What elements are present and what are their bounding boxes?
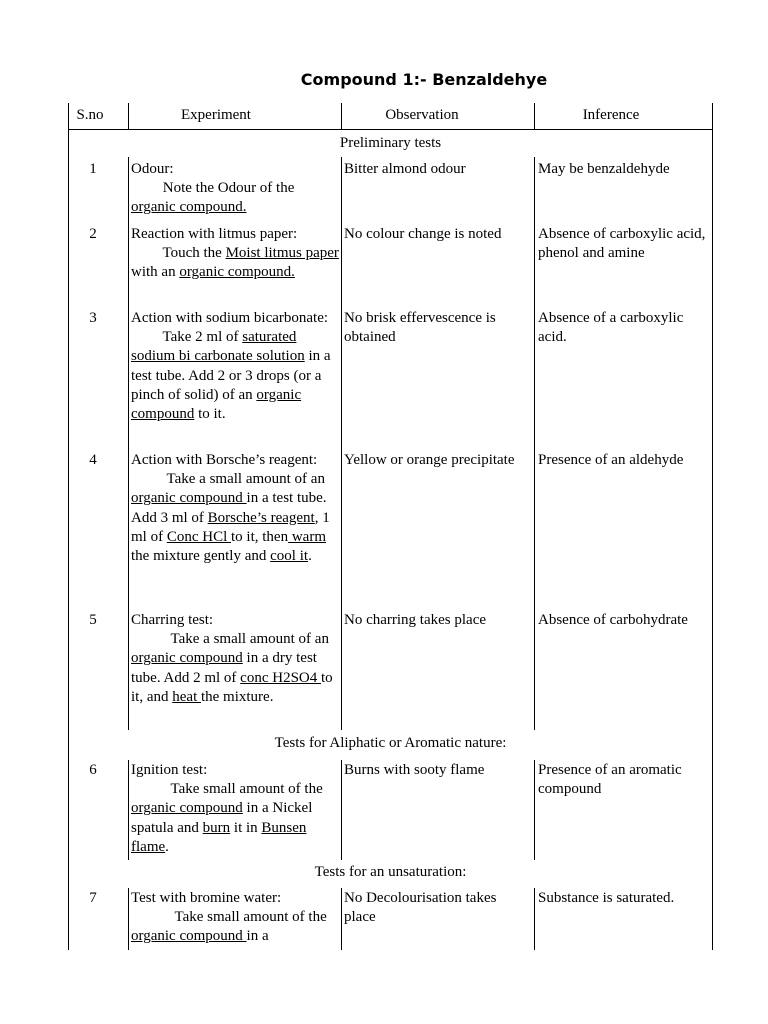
experiment-text: Take small amount of the xyxy=(171,909,327,926)
column-divider xyxy=(128,157,129,730)
experiment-title: Reaction with litmus paper: xyxy=(131,226,298,242)
experiment-text: in a xyxy=(246,928,269,945)
observation-cell: Yellow or orange precipitate xyxy=(344,452,515,468)
experiment-title: Test with bromine water: xyxy=(131,890,282,906)
experiment-text: to it, and xyxy=(131,669,333,705)
inference-cell: Absence of carbohydrate xyxy=(538,612,688,628)
underlined-text: conc H2SO4 xyxy=(240,669,321,686)
experiment-cell xyxy=(131,309,341,424)
observation-cell: No brisk effervescence is obtained xyxy=(344,310,496,346)
experiment-text: the mixture gently and xyxy=(131,548,271,565)
experiment-text: Take 2 ml of xyxy=(159,329,243,346)
section-unsaturation: Tests for an unsaturation: xyxy=(314,864,467,880)
observation-cell: No colour change is noted xyxy=(344,226,502,242)
experiment-title: Odour: xyxy=(131,161,174,177)
underlined-text: warm xyxy=(288,528,326,545)
underlined-text: organic compound xyxy=(131,490,247,507)
underlined-text: organic compound xyxy=(131,386,302,423)
underlined-text: Conc HCl xyxy=(166,528,232,545)
observation-cell: No charring takes place xyxy=(344,612,487,628)
column-divider xyxy=(128,760,129,860)
experiment-text: Take a small amount of an xyxy=(167,631,329,648)
column-divider xyxy=(341,157,342,730)
experiment-text: in a test tube. Add 2 or 3 drops (or a pinch of solid) of an xyxy=(131,348,331,403)
experiment-text: Touch the xyxy=(159,245,226,262)
row-number: 6 xyxy=(89,762,97,778)
experiment-text: , 1 ml of xyxy=(131,509,330,545)
experiment-text: Take a small amount of an xyxy=(163,471,325,488)
document-title: Compound 1:- Benzaldehye xyxy=(300,70,548,89)
experiment-cell xyxy=(131,451,341,566)
table-border-right xyxy=(712,103,713,130)
underlined-text: burn xyxy=(202,819,231,836)
section-aliphatic: Tests for Aliphatic or Aromatic nature: xyxy=(274,735,507,751)
underlined-text: organic compound. xyxy=(131,199,247,216)
row-number: 7 xyxy=(89,890,97,906)
header-rule xyxy=(68,129,713,130)
observation-cell: No Decolourisation takes place xyxy=(344,890,497,926)
underlined-text: cool it xyxy=(270,548,309,565)
column-divider xyxy=(341,760,342,860)
underlined-text: organic compound. xyxy=(179,264,295,281)
column-divider xyxy=(128,888,129,950)
experiment-text: the mixture. xyxy=(200,688,274,705)
header-observation: Observation xyxy=(385,107,459,123)
header-inference: Inference xyxy=(582,107,640,123)
row-number: 2 xyxy=(89,226,97,242)
underlined-text: heat xyxy=(172,688,201,705)
inference-cell: May be benzaldehyde xyxy=(538,161,670,177)
header-sno: S.no xyxy=(76,107,104,123)
row-number: 1 xyxy=(89,161,97,177)
header-experiment: Experiment xyxy=(181,107,251,123)
experiment-cell xyxy=(131,761,341,857)
experiment-cell xyxy=(131,160,341,218)
experiment-cell xyxy=(131,611,341,707)
row-number: 3 xyxy=(89,310,97,326)
row-number: 5 xyxy=(89,612,97,628)
observation-cell: Burns with sooty flame xyxy=(344,762,485,778)
inference-cell: Presence of an aromatic compound xyxy=(538,762,682,798)
inference-cell: Presence of an aldehyde xyxy=(538,452,684,468)
experiment-title: Action with Borsche’s reagent: xyxy=(131,452,318,468)
underlined-text: Borsche’s reagent xyxy=(207,509,315,526)
column-divider xyxy=(534,888,535,950)
underlined-text: organic compound xyxy=(131,800,243,817)
experiment-title: Ignition test: xyxy=(131,762,208,778)
underlined-text: Bunsen flame xyxy=(131,819,307,855)
experiment-text: Take small amount of the xyxy=(167,781,323,798)
column-divider xyxy=(341,888,342,950)
experiment-text: in a dry test tube. Add 2 ml of xyxy=(131,650,317,686)
experiment-cell xyxy=(131,889,341,947)
column-divider xyxy=(534,157,535,730)
experiment-title: Charring test: xyxy=(131,612,214,628)
table-border-left xyxy=(68,130,69,950)
inference-cell: Absence of a carboxylic acid. xyxy=(538,310,684,346)
table-border-right xyxy=(712,130,713,950)
underlined-text: organic compound xyxy=(131,928,247,945)
experiment-text: . xyxy=(308,548,312,565)
experiment-text: to it, then xyxy=(231,528,289,545)
underlined-text: organic compound xyxy=(131,650,243,667)
experiment-cell xyxy=(131,225,341,283)
experiment-text: . xyxy=(165,838,169,855)
experiment-text: in a test tube. Add 3 ml of xyxy=(131,490,327,526)
experiment-text: with an xyxy=(131,264,180,281)
row-number: 4 xyxy=(89,452,97,468)
observation-cell: Bitter almond odour xyxy=(344,161,466,177)
experiment-text: to it. xyxy=(194,406,226,423)
inference-cell: Absence of carboxylic acid, phenol and amine xyxy=(538,226,706,262)
experiment-text: it in xyxy=(230,819,262,836)
column-divider xyxy=(534,760,535,860)
experiment-text: in a Nickel spatula and xyxy=(131,800,313,836)
section-preliminary: Preliminary tests xyxy=(339,135,442,151)
underlined-text: Moist litmus paper xyxy=(225,245,339,262)
experiment-title: Action with sodium bicarbonate: xyxy=(131,310,329,326)
underlined-text: saturated sodium bi carbonate solution xyxy=(131,329,305,365)
experiment-text: Note the Odour of the xyxy=(159,180,295,197)
inference-cell: Substance is saturated. xyxy=(538,890,675,906)
